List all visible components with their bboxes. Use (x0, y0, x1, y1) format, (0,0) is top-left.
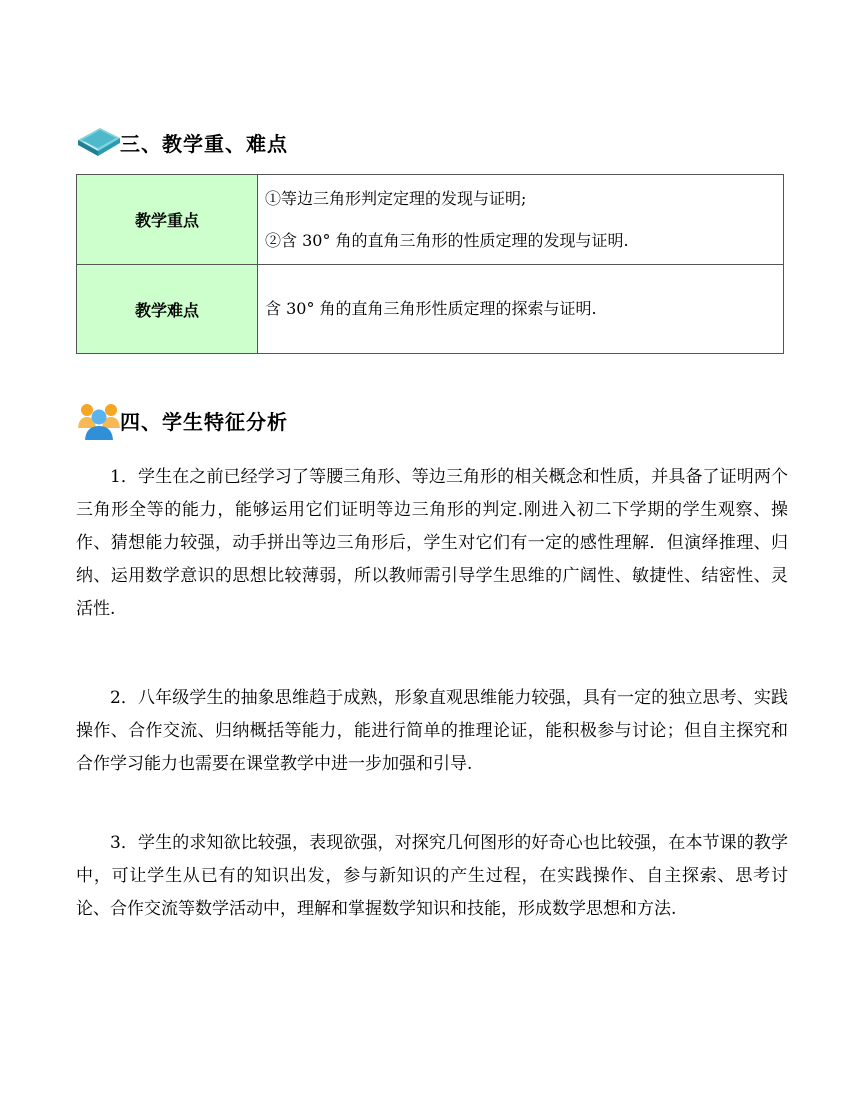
people-group-icon (76, 398, 122, 442)
section-heading-teaching-focus (76, 120, 288, 164)
table-row (77, 265, 784, 354)
table-row (77, 175, 784, 265)
difficulties-content (258, 265, 784, 354)
section-heading-student-analysis (76, 398, 288, 442)
key-point-item: ①等边三角形判定定理的发现与证明; (265, 188, 527, 208)
key-points-content (258, 175, 784, 265)
analysis-paragraph-2 (76, 682, 788, 781)
paragraph-text: 3．学生的求知欲比较强，表现欲强，对探究几何图形的好奇心也比较强，在本节课的教学中，可让学生从已有的知识出发，参与新知识的产生过程，在实践操作、自主探索、思考讨论、合作交流等数学活动中，理解和掌握数学知识和技能，形成数学思想和方法. (76, 833, 788, 919)
analysis-paragraph-1 (76, 461, 788, 626)
row-label-difficulties: 教学难点 (77, 265, 258, 354)
book-icon (76, 120, 122, 164)
section-title: 三、教学重、难点 (120, 131, 288, 156)
row-label-key-points: 教学重点 (77, 175, 258, 265)
teaching-focus-table (76, 174, 784, 354)
paragraph-text: 2．八年级学生的抽象思维趋于成熟，形象直观思维能力较强，具有一定的独立思考、实践操作、合作交流、归纳概括等能力，能进行简单的推理论证，能积极参与讨论；但自主探究和合作学习能力也需要在课堂教学中进一步加强和引导. (76, 688, 788, 774)
difficulty-item: 含 30° 角的直角三角形性质定理的探索与证明. (265, 299, 597, 318)
paragraph-text: 1．学生在之前已经学习了等腰三角形、等边三角形的相关概念和性质，并具备了证明两个三角形全等的能力，能够运用它们证明等边三角形的判定.刚进入初二下学期的学生观察、操作、猜想能力较强，动手拼出等边三角形后，学生对它们有一定的感性理解．但演绎推理、归纳、运用数学意识的思想比较薄弱，所以教师需引导学生思维的广阔性、敏捷性、结密性、灵活性. (76, 467, 788, 619)
key-point-item: ②含 30° 角的直角三角形的性质定理的发现与证明. (265, 230, 629, 250)
section-title: 四、学生特征分析 (120, 409, 288, 434)
analysis-paragraph-3 (76, 827, 788, 926)
